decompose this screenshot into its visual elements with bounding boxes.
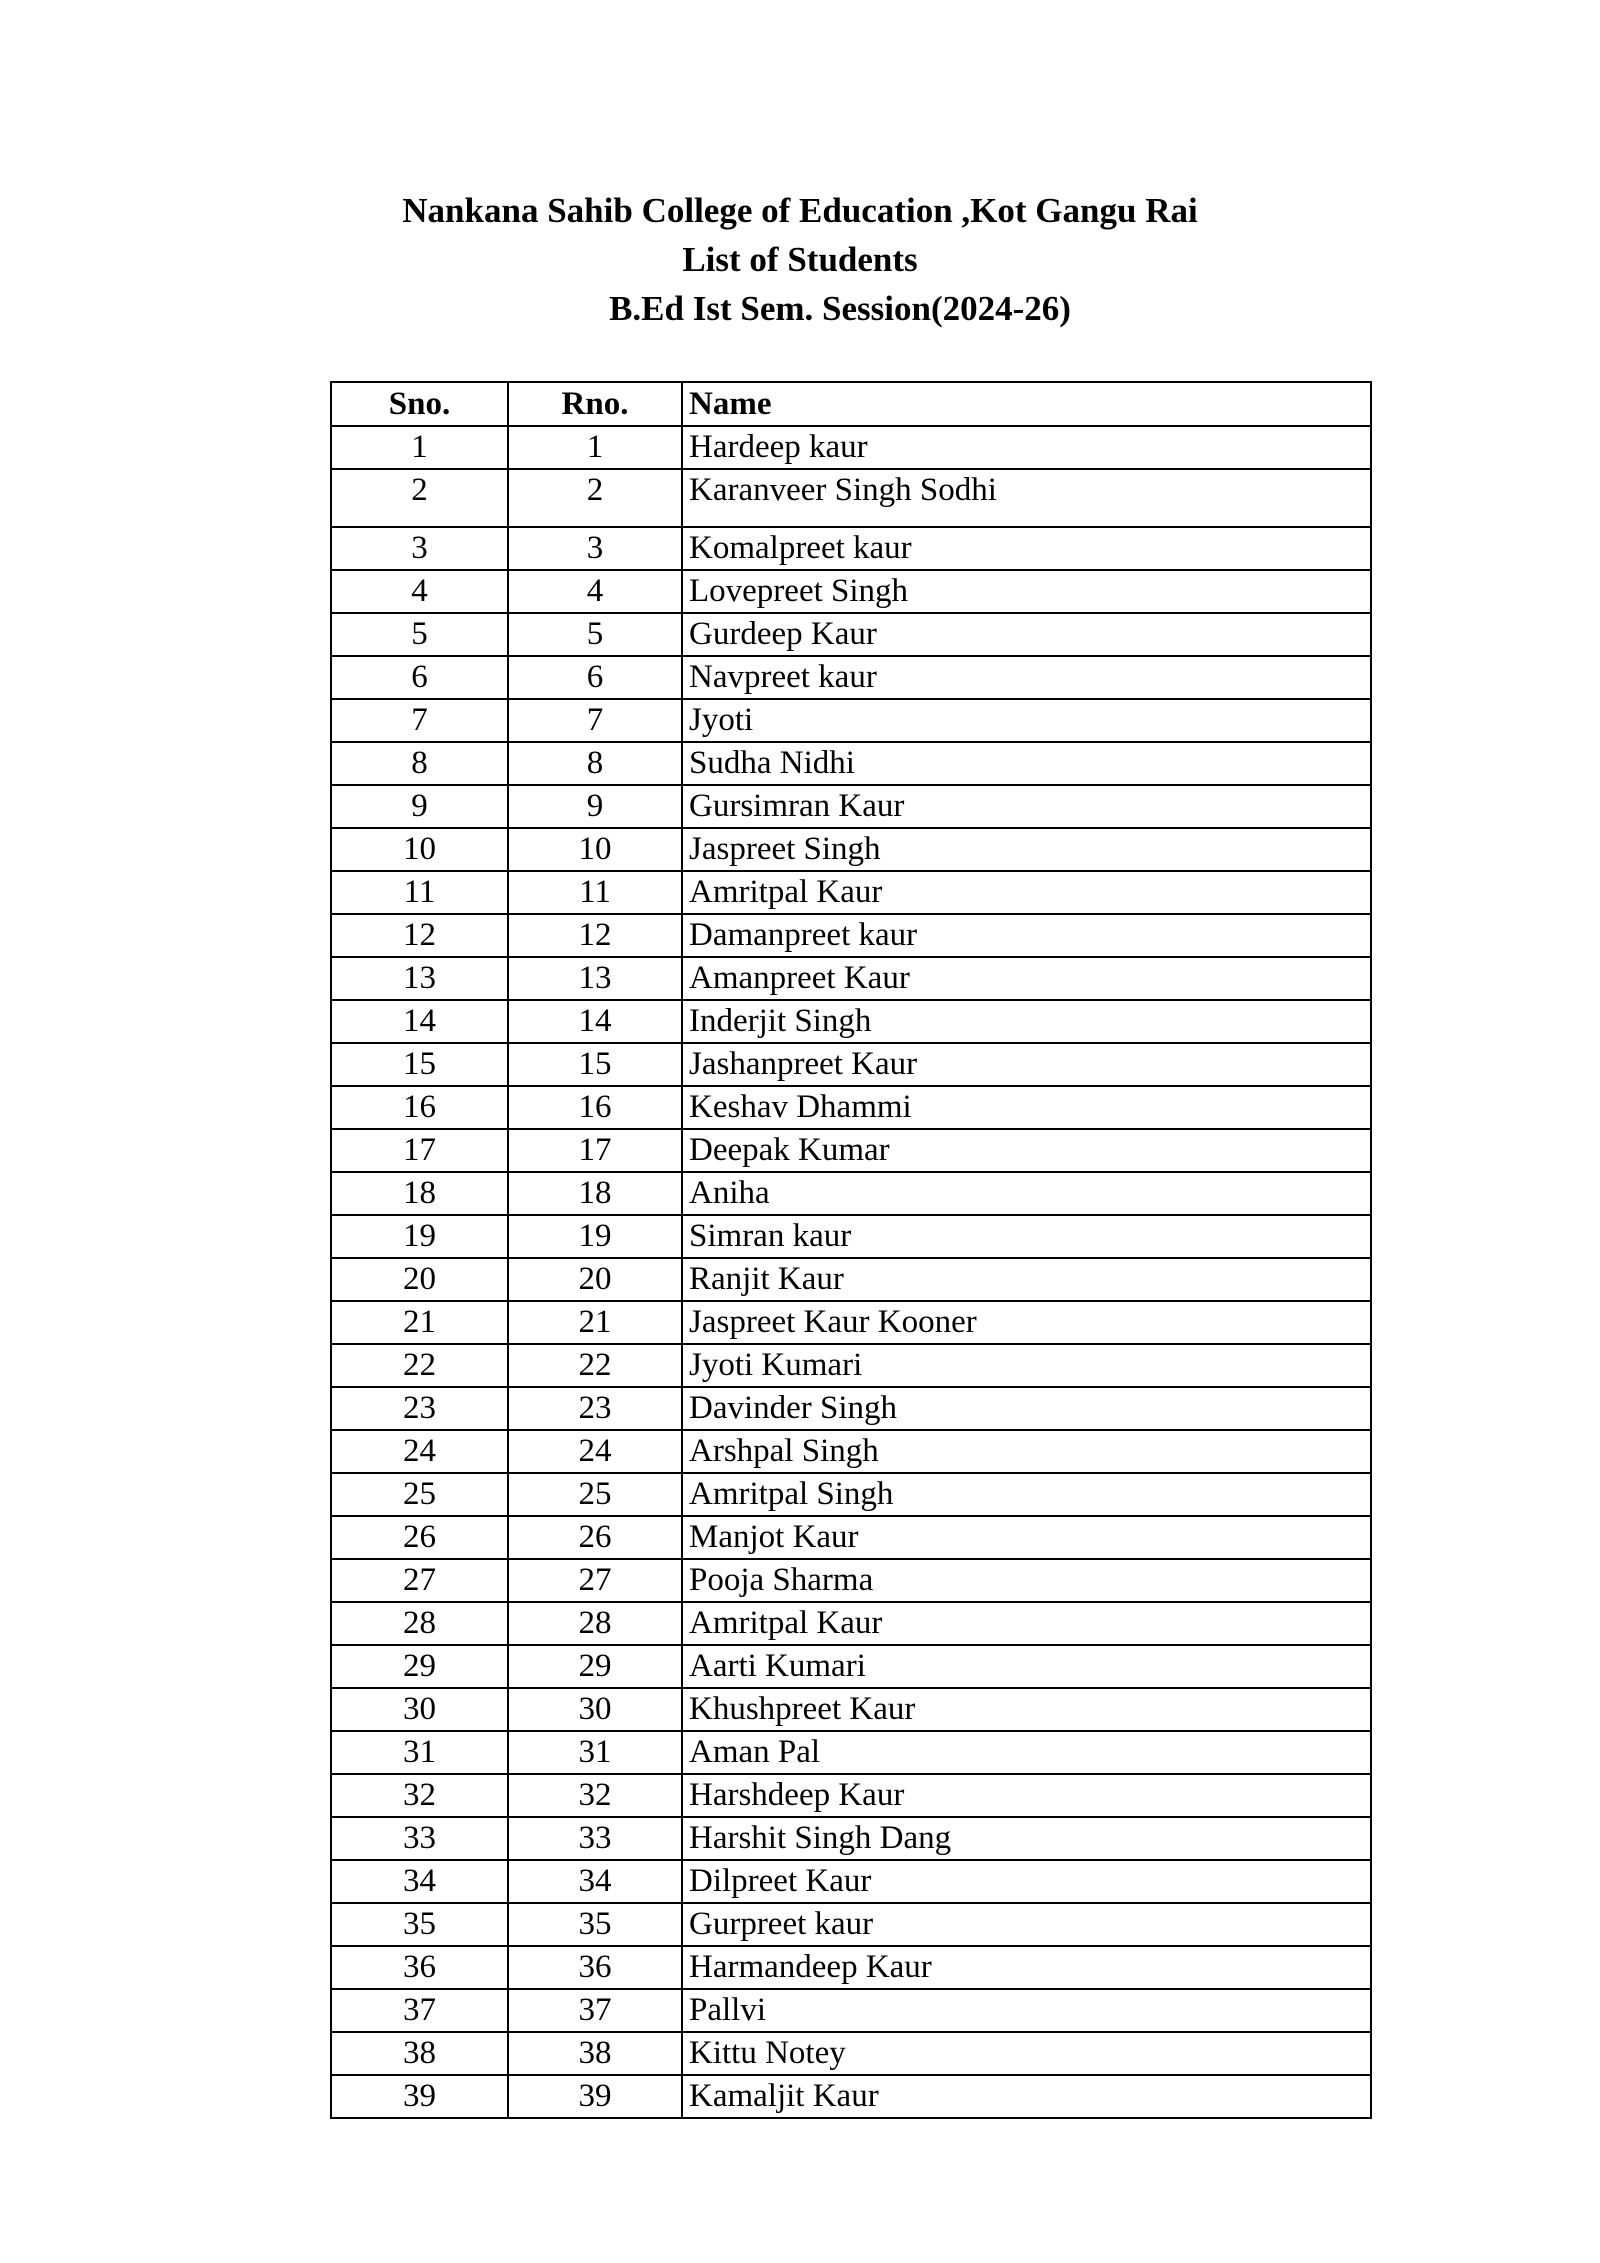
cell-sno: 14 [331, 1000, 508, 1043]
cell-name: Aniha [682, 1172, 1371, 1215]
cell-sno: 27 [331, 1559, 508, 1602]
table-row [331, 1387, 1371, 1430]
cell-sno: 23 [331, 1387, 508, 1430]
table-row [331, 1817, 1371, 1860]
cell-rno: 5 [508, 613, 682, 656]
table-row [331, 871, 1371, 914]
cell-rno: 12 [508, 914, 682, 957]
cell-name: Arshpal Singh [682, 1430, 1371, 1473]
cell-name: Pallvi [682, 1989, 1371, 2032]
cell-name: Jaspreet Singh [682, 828, 1371, 871]
cell-rno: 23 [508, 1387, 682, 1430]
cell-rno: 26 [508, 1516, 682, 1559]
table-row [331, 1129, 1371, 1172]
cell-sno: 17 [331, 1129, 508, 1172]
cell-rno: 11 [508, 871, 682, 914]
cell-name: Navpreet kaur [682, 656, 1371, 699]
cell-name: Amritpal Singh [682, 1473, 1371, 1516]
cell-name: Hardeep kaur [682, 426, 1371, 469]
cell-rno: 17 [508, 1129, 682, 1172]
cell-rno: 38 [508, 2032, 682, 2075]
cell-name: Jashanpreet Kaur [682, 1043, 1371, 1086]
table-row [331, 1989, 1371, 2032]
table-body [331, 426, 1371, 2118]
cell-rno: 4 [508, 570, 682, 613]
table-row [331, 469, 1371, 527]
cell-name: Inderjit Singh [682, 1000, 1371, 1043]
cell-name: Jyoti [682, 699, 1371, 742]
column-header-sno: Sno. [331, 382, 508, 426]
cell-sno: 25 [331, 1473, 508, 1516]
table-row [331, 1043, 1371, 1086]
cell-name: Keshav Dhammi [682, 1086, 1371, 1129]
cell-name: Davinder Singh [682, 1387, 1371, 1430]
cell-rno: 9 [508, 785, 682, 828]
cell-name: Amritpal Kaur [682, 1602, 1371, 1645]
cell-sno: 32 [331, 1774, 508, 1817]
cell-name: Kamaljit Kaur [682, 2075, 1371, 2118]
table-row [331, 426, 1371, 469]
table-row [331, 613, 1371, 656]
cell-name: Gurpreet kaur [682, 1903, 1371, 1946]
cell-name: Manjot Kaur [682, 1516, 1371, 1559]
table-row [331, 527, 1371, 570]
table-row [331, 656, 1371, 699]
cell-rno: 28 [508, 1602, 682, 1645]
cell-name: Deepak Kumar [682, 1129, 1371, 1172]
cell-name: Pooja Sharma [682, 1559, 1371, 1602]
cell-rno: 13 [508, 957, 682, 1000]
table-row [331, 914, 1371, 957]
cell-sno: 33 [331, 1817, 508, 1860]
table-row [331, 785, 1371, 828]
document-title: Nankana Sahib College of Education ,Kot Gangu Rai [402, 191, 1198, 230]
table-header [331, 382, 1371, 426]
cell-sno: 13 [331, 957, 508, 1000]
table-row [331, 699, 1371, 742]
cell-sno: 35 [331, 1903, 508, 1946]
table-row [331, 1860, 1371, 1903]
cell-sno: 6 [331, 656, 508, 699]
cell-name: Dilpreet Kaur [682, 1860, 1371, 1903]
cell-rno: 16 [508, 1086, 682, 1129]
cell-sno: 15 [331, 1043, 508, 1086]
cell-rno: 39 [508, 2075, 682, 2118]
cell-sno: 2 [331, 469, 508, 527]
cell-sno: 24 [331, 1430, 508, 1473]
cell-sno: 10 [331, 828, 508, 871]
cell-rno: 6 [508, 656, 682, 699]
cell-name: Harshdeep Kaur [682, 1774, 1371, 1817]
cell-sno: 36 [331, 1946, 508, 1989]
cell-sno: 30 [331, 1688, 508, 1731]
table-row [331, 1301, 1371, 1344]
document-subtitle: List of Students [682, 240, 918, 279]
table-row [331, 1430, 1371, 1473]
cell-sno: 31 [331, 1731, 508, 1774]
cell-name: Karanveer Singh Sodhi [682, 469, 1371, 527]
cell-sno: 37 [331, 1989, 508, 2032]
table-row [331, 1903, 1371, 1946]
cell-rno: 7 [508, 699, 682, 742]
cell-name: Simran kaur [682, 1215, 1371, 1258]
cell-rno: 30 [508, 1688, 682, 1731]
cell-sno: 11 [331, 871, 508, 914]
cell-name: Lovepreet Singh [682, 570, 1371, 613]
cell-sno: 7 [331, 699, 508, 742]
table-row [331, 957, 1371, 1000]
cell-rno: 27 [508, 1559, 682, 1602]
cell-sno: 1 [331, 426, 508, 469]
cell-rno: 10 [508, 828, 682, 871]
column-header-rno: Rno. [508, 382, 682, 426]
cell-rno: 2 [508, 469, 682, 527]
cell-name: Jyoti Kumari [682, 1344, 1371, 1387]
table-row [331, 1774, 1371, 1817]
table-row [331, 1559, 1371, 1602]
cell-rno: 8 [508, 742, 682, 785]
cell-rno: 20 [508, 1258, 682, 1301]
table-row [331, 1516, 1371, 1559]
cell-sno: 20 [331, 1258, 508, 1301]
cell-name: Aarti Kumari [682, 1645, 1371, 1688]
cell-sno: 9 [331, 785, 508, 828]
table-row [331, 1172, 1371, 1215]
table-row [331, 1688, 1371, 1731]
table-row [331, 2032, 1371, 2075]
cell-sno: 26 [331, 1516, 508, 1559]
cell-name: Kittu Notey [682, 2032, 1371, 2075]
cell-rno: 14 [508, 1000, 682, 1043]
table-row [331, 828, 1371, 871]
column-header-name: Name [682, 382, 1371, 426]
cell-rno: 35 [508, 1903, 682, 1946]
table-row [331, 1258, 1371, 1301]
cell-name: Komalpreet kaur [682, 527, 1371, 570]
cell-rno: 31 [508, 1731, 682, 1774]
cell-name: Aman Pal [682, 1731, 1371, 1774]
table-row [331, 1645, 1371, 1688]
table-row [331, 1086, 1371, 1129]
table-row [331, 1215, 1371, 1258]
cell-name: Gursimran Kaur [682, 785, 1371, 828]
cell-rno: 24 [508, 1430, 682, 1473]
cell-name: Amanpreet Kaur [682, 957, 1371, 1000]
cell-name: Gurdeep Kaur [682, 613, 1371, 656]
table-row [331, 1731, 1371, 1774]
table-row [331, 1000, 1371, 1043]
cell-name: Jaspreet Kaur Kooner [682, 1301, 1371, 1344]
table-row [331, 742, 1371, 785]
cell-name: Harmandeep Kaur [682, 1946, 1371, 1989]
cell-rno: 18 [508, 1172, 682, 1215]
cell-rno: 34 [508, 1860, 682, 1903]
cell-name: Harshit Singh Dang [682, 1817, 1371, 1860]
cell-sno: 16 [331, 1086, 508, 1129]
cell-sno: 8 [331, 742, 508, 785]
cell-rno: 33 [508, 1817, 682, 1860]
cell-rno: 25 [508, 1473, 682, 1516]
cell-sno: 3 [331, 527, 508, 570]
cell-sno: 22 [331, 1344, 508, 1387]
table-row [331, 1602, 1371, 1645]
table-row [331, 1473, 1371, 1516]
cell-sno: 21 [331, 1301, 508, 1344]
cell-sno: 29 [331, 1645, 508, 1688]
cell-name: Sudha Nidhi [682, 742, 1371, 785]
cell-rno: 37 [508, 1989, 682, 2032]
student-list-table [330, 381, 1372, 2119]
cell-sno: 18 [331, 1172, 508, 1215]
cell-rno: 36 [508, 1946, 682, 1989]
cell-name: Ranjit Kaur [682, 1258, 1371, 1301]
table-row [331, 1946, 1371, 1989]
table-row [331, 1344, 1371, 1387]
cell-rno: 19 [508, 1215, 682, 1258]
cell-rno: 15 [508, 1043, 682, 1086]
cell-sno: 5 [331, 613, 508, 656]
session-heading: B.Ed Ist Sem. Session(2024-26) [609, 289, 1071, 328]
cell-rno: 29 [508, 1645, 682, 1688]
header-row [331, 382, 1371, 426]
cell-rno: 32 [508, 1774, 682, 1817]
cell-sno: 38 [331, 2032, 508, 2075]
cell-rno: 1 [508, 426, 682, 469]
cell-sno: 4 [331, 570, 508, 613]
cell-rno: 3 [508, 527, 682, 570]
cell-sno: 28 [331, 1602, 508, 1645]
cell-name: Khushpreet Kaur [682, 1688, 1371, 1731]
cell-name: Amritpal Kaur [682, 871, 1371, 914]
cell-sno: 34 [331, 1860, 508, 1903]
cell-rno: 21 [508, 1301, 682, 1344]
cell-sno: 12 [331, 914, 508, 957]
cell-sno: 39 [331, 2075, 508, 2118]
table-row [331, 2075, 1371, 2118]
cell-sno: 19 [331, 1215, 508, 1258]
cell-rno: 22 [508, 1344, 682, 1387]
table-row [331, 570, 1371, 613]
cell-name: Damanpreet kaur [682, 914, 1371, 957]
